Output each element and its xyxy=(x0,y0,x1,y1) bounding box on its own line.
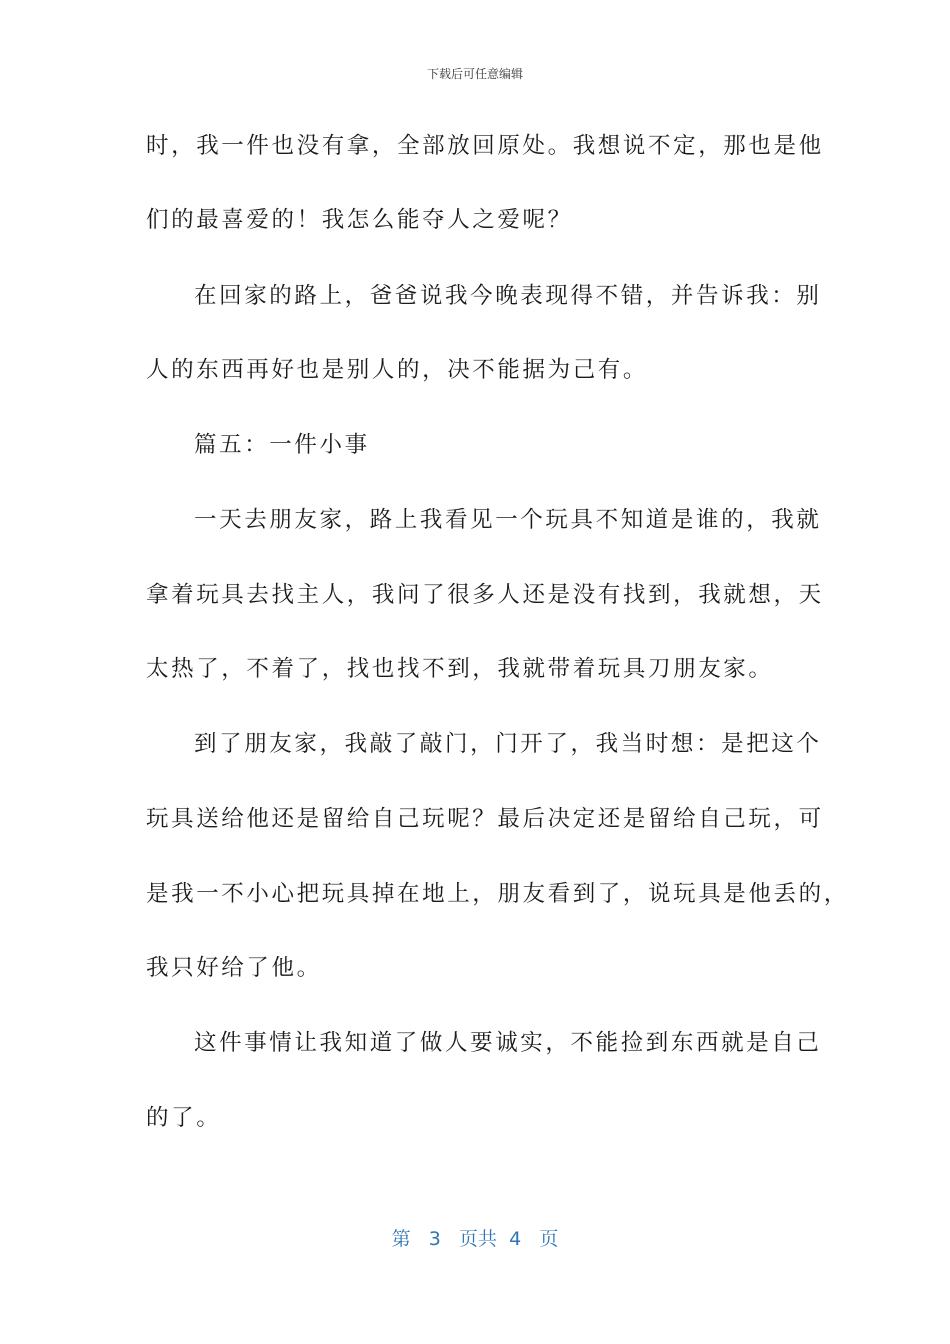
text-line-9: 到了朋友家，我敲了敲门，门开了，我当时想：是把这个 xyxy=(194,731,822,757)
text-line-12: 我只好给了他。 xyxy=(146,955,322,981)
text-line-1: 时，我一件也没有拿，全部放回原处。我想说不定，那也是他 xyxy=(146,133,824,159)
footer-total-pages: 4 xyxy=(509,1228,522,1250)
text-line-14: 的了。 xyxy=(146,1105,222,1131)
text-line-10: 玩具送给他还是留给自己玩呢？最后决定还是留给自己玩，可 xyxy=(146,806,824,832)
footer-prefix: 第 xyxy=(391,1228,411,1250)
page-header: 下载后可任意编辑 xyxy=(426,67,523,81)
footer-suffix: 页 xyxy=(539,1228,559,1250)
text-line-11: 是我一不小心把玩具掉在地上，朋友看到了，说玩具是他丢的， xyxy=(146,881,849,907)
footer-page-number: 3 xyxy=(428,1228,441,1250)
text-line-3: 在回家的路上，爸爸说我今晚表现得不错，并告诉我：别 xyxy=(194,283,822,309)
text-line-4: 人的东西再好也是别人的，决不能据为己有。 xyxy=(146,357,649,383)
text-line-8: 太热了，不着了，找也找不到，我就带着玩具刀朋友家。 xyxy=(146,656,774,682)
section-heading: 篇五：一件小事 xyxy=(194,432,370,458)
text-line-13: 这件事情让我知道了做人要诚实，不能捡到东西就是自己 xyxy=(194,1030,822,1056)
footer-middle: 页共 xyxy=(459,1228,498,1250)
text-line-7: 拿着玩具去找主人，我问了很多人还是没有找到，我就想，天 xyxy=(146,582,824,608)
text-line-6: 一天去朋友家，路上我看见一个玩具不知道是谁的，我就 xyxy=(194,507,822,533)
page-footer xyxy=(0,1227,950,1251)
text-line-2: 们的最喜爱的！我怎么能夺人之爱呢？ xyxy=(146,207,573,233)
